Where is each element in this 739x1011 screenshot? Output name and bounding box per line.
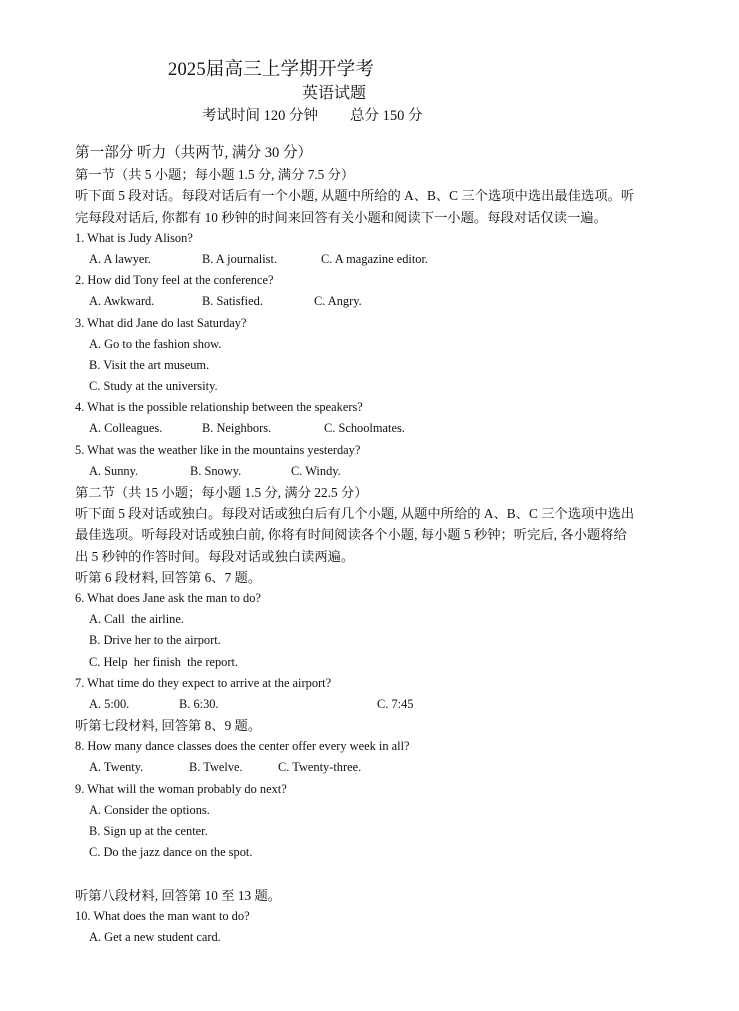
section2-instruction-line: 听下面 5 段对话或独白。每段对话或独白后有几个小题, 从题中所给的 A、B、C 三个选项中选出: [75, 506, 635, 522]
option-a: A. 5:00.: [89, 696, 130, 711]
section2-instruction-line: 出 5 秒钟的作答时间。每段对话或独白读两遍。: [75, 548, 355, 564]
material-6-heading: 听第 6 段材料, 回答第 6、7 题。: [75, 569, 262, 585]
option-a: A. Call the airline.: [89, 612, 184, 627]
section2-instruction-line: 最佳选项。听每段对话或独白前, 你将有时间阅读各个小题, 每小题 5 秒钟；听完后, 各小题将给: [75, 527, 627, 543]
option-b: B. Snowy.: [190, 463, 242, 478]
option-b: B. A journalist.: [202, 251, 278, 266]
part1-heading: 第一部分 听力（共两节, 满分 30 分）: [75, 145, 313, 161]
option-a: A. Consider the options.: [89, 802, 210, 817]
question-3: 3. What did Jane do last Saturday?: [75, 315, 247, 330]
question-5: 5. What was the weather like in the mountains yesterday?: [75, 442, 361, 457]
question-1-options: [75, 249, 700, 270]
section1-instruction-line: 听下面 5 段对话。每段对话后有一个小题, 从题中所给的 A、B、C 三个选项中选出最佳选项。听: [75, 188, 635, 204]
option-a: A. Twenty.: [89, 760, 144, 775]
option-c: C. Schoolmates.: [324, 421, 405, 436]
option-c: C. Windy.: [291, 463, 341, 478]
question-4-options: [75, 418, 700, 439]
option-b: B. Satisfied.: [202, 294, 263, 309]
option-a: A. Awkward.: [89, 294, 155, 309]
option-b: B. Twelve.: [189, 760, 243, 775]
question-5-options: [75, 461, 700, 482]
option-a: A. Sunny.: [89, 463, 139, 478]
section2-heading: 第二节（共 15 小题；每小题 1.5 分, 满分 22.5 分）: [75, 485, 368, 500]
question-2-options: [75, 291, 700, 312]
option-a: A. Colleagues.: [89, 421, 163, 436]
question-1: 1. What is Judy Alison?: [75, 230, 193, 245]
section1-instruction-line: 完每段对话后, 你都有 10 秒钟的时间来回答有关小题和阅读下一小题。每段对话仅读一遍。: [75, 209, 607, 225]
question-9: 9. What will the woman probably do next?: [75, 781, 287, 796]
exam-total: 总分 150 分: [350, 108, 423, 124]
exam-time: 考试时间 120 分钟: [202, 108, 318, 124]
option-b: B. Visit the art museum.: [89, 357, 210, 372]
option-b: B. Sign up at the center.: [89, 824, 208, 838]
material-8-heading: 听第八段材料, 回答第 10 至 13 题。: [75, 887, 282, 903]
question-6: 6. What does Jane ask the man to do?: [75, 590, 261, 605]
material-7-heading: 听第七段材料, 回答第 8、9 题。: [75, 718, 262, 734]
question-8: 8. How many dance classes does the center offer every week in all?: [75, 739, 410, 754]
question-7-options: [75, 694, 700, 715]
question-10: 10. What does the man want to do?: [75, 908, 250, 923]
question-2: 2. How did Tony feel at the conference?: [75, 273, 274, 288]
blank-line: [75, 863, 700, 884]
option-c: C. Angry.: [314, 294, 362, 309]
exam-subtitle: 英语试题: [302, 85, 367, 102]
question-4: 4. What is the possible relationship between the speakers?: [75, 400, 363, 415]
exam-title: 2025届高三上学期开学考: [168, 60, 375, 80]
option-c: C. A magazine editor.: [321, 251, 429, 266]
option-c: C. Twenty-three.: [278, 760, 362, 775]
option-b: B. Drive her to the airport.: [89, 633, 221, 648]
option-a: A. A lawyer.: [89, 251, 151, 266]
exam-meta: [202, 104, 455, 125]
option-c: C. Help her finish the report.: [89, 654, 238, 669]
option-a: A. Go to the fashion show.: [89, 336, 222, 351]
exam-content: [75, 143, 700, 948]
question-8-options: [75, 757, 700, 778]
option-b: B. Neighbors.: [202, 421, 272, 436]
option-c: C. Do the jazz dance on the spot.: [89, 845, 253, 860]
option-c: C. Study at the university.: [89, 379, 218, 394]
section1-heading: 第一节（共 5 小题；每小题 1.5 分, 满分 7.5 分）: [75, 167, 355, 183]
option-c: C. 7:45: [377, 696, 414, 711]
option-b: B. 6:30.: [179, 696, 219, 711]
question-7: 7. What time do they expect to arrive at the airport?: [75, 675, 332, 690]
option-a: A. Get a new student card.: [89, 929, 221, 944]
